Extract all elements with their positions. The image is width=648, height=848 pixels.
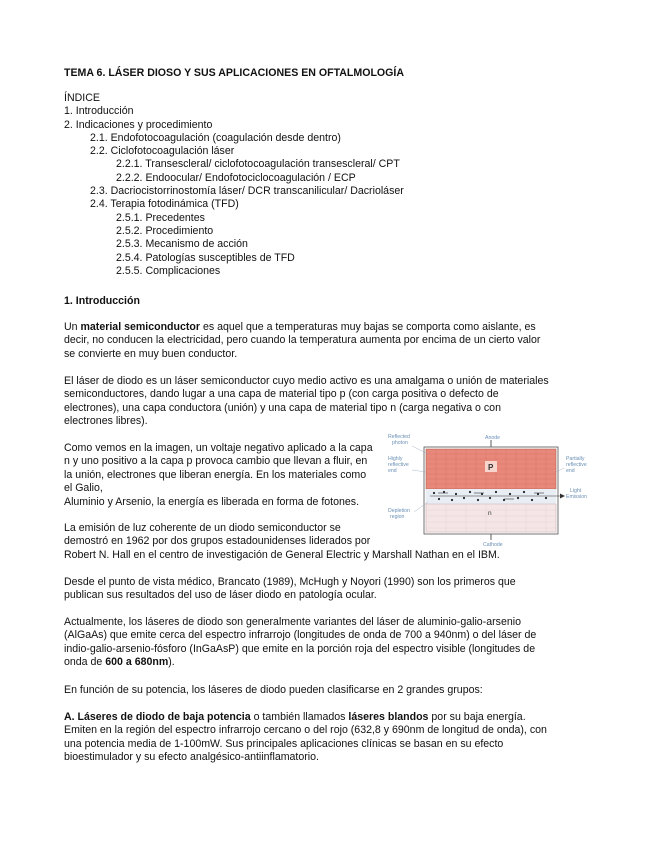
text-line: electrones), una capa conductora (unión) y una capa de material tipo n (carga negativa o con xyxy=(64,401,501,414)
toc-item: 2.4. Terapia fotodinámica (TFD) xyxy=(90,198,239,211)
text-line: Como vemos en la imagen, un voltaje negativo aplicado a la capa xyxy=(64,442,373,454)
paragraph-variants xyxy=(64,616,590,670)
label-reflected: Reflected xyxy=(388,434,410,440)
text-line: Robert N. Hall en el centro de investigación de General Electric y Marshall Nathan en el IBM. xyxy=(64,548,500,561)
text-line: Desde el punto de vista médico, Brancato (1989), McHugh y Noyori (1990) son los primeros que xyxy=(64,576,516,588)
label-n: n xyxy=(488,510,492,517)
junction-layer xyxy=(426,489,556,504)
text-line: A. Láseres de diodo de baja potencia o también llamados láseres blandos por su baja energía. xyxy=(64,711,526,723)
section-heading: 1. Introducción xyxy=(64,295,140,307)
label-cathode: Cathode xyxy=(483,542,503,548)
toc-item: 2.5.4. Patologías susceptibles de TFD xyxy=(116,251,295,264)
text-line: demostró en 1962 por dos grupos estadounidenses liderados por xyxy=(64,535,371,548)
laser-diode-svg xyxy=(384,432,598,548)
text-line: Aluminio y Arsenio, la energía es liberada en forma de fotones. xyxy=(64,495,360,508)
text-line: En función de su potencia, los láseres de diodo pueden clasificarse en 2 grandes grupos: xyxy=(64,684,483,696)
text-line: indio-galio-arsenio-fósforo (InGaAsP) que emite en la porción roja del espectro visible (longitudes de xyxy=(64,642,536,655)
text-line: el Galio, xyxy=(64,482,103,495)
toc-item: 2.5.3. Mecanismo de acción xyxy=(116,238,248,251)
label-emission: Emission xyxy=(566,494,588,500)
text-line: onda de 600 a 680nm). xyxy=(64,656,175,669)
text-line: una potencia media de 1-100mW. Sus principales aplicaciones clínicas se basan en su efecto xyxy=(64,737,504,750)
paragraph-groups xyxy=(64,684,590,697)
text-line: n y uno positivo a la capa p provoca cambio que llevan a fluir, en xyxy=(64,455,368,468)
text-line: El láser de diodo es un láser semiconductor cuyo medio activo es una amalgama o unión de materiales xyxy=(64,375,549,387)
label-reflective-2: reflective xyxy=(566,462,587,468)
text-line: bioestimulador y su efecto analgésico-antiinflamatorio. xyxy=(64,751,319,764)
label-p: P xyxy=(488,463,494,472)
label-anode: Anode xyxy=(485,435,501,441)
text-line: la unión, electrones que liberan energía. En los materiales como xyxy=(64,468,367,481)
toc-item: 2.5.1. Precedentes xyxy=(116,211,205,224)
paragraph-semiconductor xyxy=(64,321,590,361)
label-highly: Highly xyxy=(388,456,403,462)
text-line: se convierte en muy buen conductor. xyxy=(64,347,238,360)
table-of-contents xyxy=(64,92,590,278)
paragraph-low-power xyxy=(64,711,590,765)
document-title: TEMA 6. LÁSER DIOSO Y SUS APLICACIONES EN OFTALMOLOGÍA xyxy=(64,67,405,79)
toc-item: 1. Introducción xyxy=(64,105,134,118)
toc-item: 2.1. Endofotocoagulación (coagulación desde dentro) xyxy=(90,131,341,144)
label-depletion: Depletion xyxy=(388,508,410,514)
n-layer xyxy=(426,504,556,532)
toc-item: 2.2.2. Endoocular/ Endofotociclocoagulación / ECP xyxy=(116,171,356,184)
text-line: Un material semiconductor es aquel que a temperaturas muy bajas se comporta como aislante, es xyxy=(64,321,536,333)
text-line: Actualmente, los láseres de diodo son generalmente variantes del láser de aluminio-galio-arsenio xyxy=(64,616,521,628)
paragraph-medical xyxy=(64,576,590,603)
text-line: semiconductores, dando lugar a una capa de material tipo p (con carga positiva o defecto de xyxy=(64,388,499,401)
text-line: (AlGaAs) que emite cerca del espectro infrarrojo (longitudes de onda de 700 a 940nm) o del láser de xyxy=(64,629,537,642)
label-end-2: end xyxy=(566,468,575,474)
text-line: Emiten en la región del espectro infrarrojo cercano o del rojo (632,8 y 690nm de longitud de onda), con xyxy=(64,724,547,737)
toc-item: 2.2.1. Transescleral/ ciclofotocoagulación transescleral/ CPT xyxy=(116,158,400,171)
label-region: region xyxy=(390,514,405,520)
text-line: electrones libres). xyxy=(64,415,148,428)
label-reflective: reflective xyxy=(388,462,409,468)
paragraph-diode xyxy=(64,375,590,429)
emission-arrowhead xyxy=(560,494,565,499)
label-partially: Partially xyxy=(566,456,585,462)
toc-heading: ÍNDICE xyxy=(64,92,100,104)
text-line: publican sus resultados del uso de láser diodo en patología ocular. xyxy=(64,589,377,602)
toc-item: 2. Indicaciones y procedimiento xyxy=(64,118,213,131)
laser-diode-diagram xyxy=(384,432,598,548)
toc-item: 2.5.5. Complicaciones xyxy=(116,264,221,277)
toc-item: 2.2. Ciclofotocoagulación láser xyxy=(90,145,235,158)
label-photon: photon xyxy=(392,440,408,446)
toc-item: 2.5.2. Procedimiento xyxy=(116,224,214,237)
label-light: Light xyxy=(570,488,582,494)
text-line: La emisión de luz coherente de un diodo semiconductor se xyxy=(64,522,341,534)
text-line: decir, no conducen la electricidad, pero cuando la temperatura aumenta por encima de un cierto valor xyxy=(64,334,541,347)
label-end: end xyxy=(388,468,397,474)
toc-item: 2.3. Dacriocistorrinostomía láser/ DCR transcanilicular/ Dacrioláser xyxy=(90,185,404,198)
